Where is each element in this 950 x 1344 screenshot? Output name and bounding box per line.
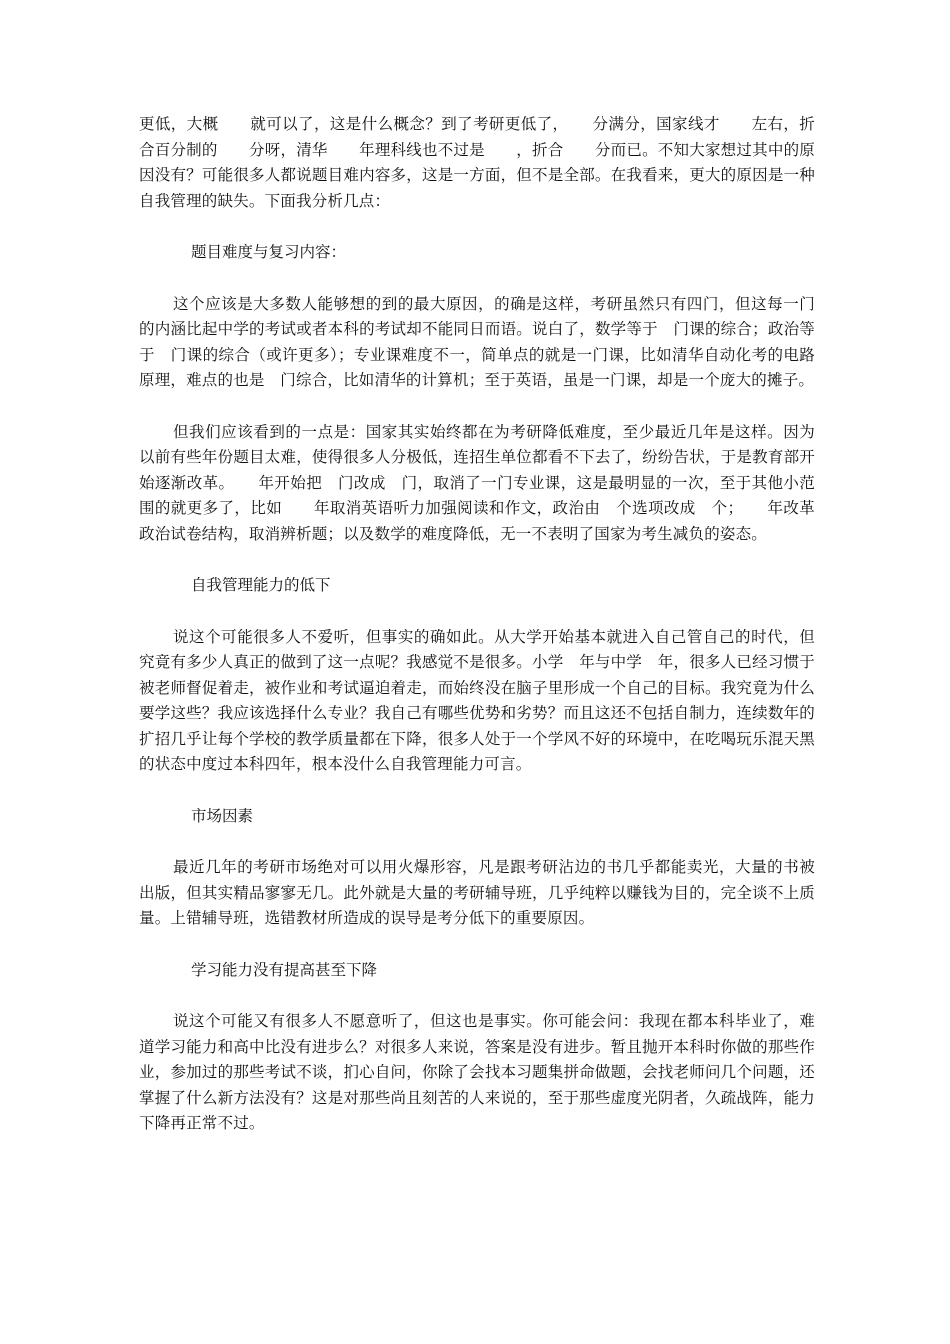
intro-paragraph: 更低，大概 就可以了，这是什么概念？到了考研更低了， 分满分，国家线才 左右，折合百分制的 分呀，清华 年理科线也不过是 ，折合 分而已。不知大家想过其中的原因没有？可能很多人都说题目难内容多，这是一方面，但不是全部。在我看来，更大的原因是一种自我管理的缺失。下面我分析几点： bbox=[139, 115, 815, 210]
section-heading-difficulty: 题目难度与复习内容： bbox=[191, 243, 347, 261]
paragraph-market: 最近几年的考研市场绝对可以用火爆形容，凡是跟考研沾边的书几乎都能卖光，大量的书被出版，但其实精品寥寥无几。此外就是大量的考研辅导班，几乎纯粹以赚钱为目的，完全谈不上质量。上错辅导班，选错教材所造成的误导是考分低下的重要原因。 bbox=[139, 858, 815, 927]
paragraph-difficulty-1: 这个应该是大多数人能够想的到的最大原因，的确是这样，考研虽然只有四门，但这每一门的内涵比起中学的考试或者本科的考试却不能同日而语。说白了，数学等于 门课的综合；政治等于 门课的综合（或许更多）；专业课难度不一，简单点的就是一门课，比如清华自动化考的电路原理，难点的也是 门综合，比如清华的计算机；至于英语，虽是一门课，却是一个庞大的摊子。 bbox=[139, 294, 815, 389]
paragraph-learning-ability: 说这个可能又有很多人不愿意听了，但这也是事实。你可能会问：我现在都本科毕业了，难道学习能力和高中比没有进步么？对很多人来说，答案是没有进步。暂且抛开本科时你做的那些作业，参加过的那些考试不谈，扪心自问，你除了会找本习题集拼命做题，会找老师问几个问题，还掌握了什么新方法没有？这是对那些尚且刻苦的人来说的，至于那些虚度光阴者，久疏战阵，能力下降再正常不过。 bbox=[139, 1012, 815, 1132]
paragraph-difficulty-2: 但我们应该看到的一点是：国家其实始终都在为考研降低难度，至少最近几年是这样。因为以前有些年份题目太难，使得很多人分极低，连招生单位都看不下去了，纷纷告状，于是教育部开始逐渐改革。 年开始把 门改成 门，取消了一门专业课，这是最明显的一次，至于其他小范围的就更多了，比如 年取消英语听力加强阅读和作文，政治由 个选项改成 个； 年改革政治试卷结构，取消辨析题；以及数学的难度降低，无一不表明了国家为考生减负的姿态。 bbox=[139, 422, 815, 543]
document-page bbox=[139, 112, 815, 1137]
section-heading-market: 市场因素 bbox=[191, 806, 254, 825]
section-heading-self-management: 自我管理能力的低下 bbox=[191, 576, 331, 594]
paragraph-self-management: 说这个可能很多人不爱听，但事实的确如此。从大学开始基本就进入自己管自己的时代，但究竟有多少人真正的做到了这一点呢？我感觉不是很多。小学 年与中学 年，很多人已经习惯于被老师督促着走，被作业和考试逼迫着走，而始终没在脑子里形成一个自己的目标。我究竟为什么要学这些？我应该选择什么专业？我自己有哪些优势和劣势？而且这还不包括自制力，连续数年的扩招几乎让每个学校的教学质量都在下降，很多人处于一个学风不好的环境中，在吃喝玩乐混天黑的状态中度过本科四年，根本没什么自我管理能力可言。 bbox=[139, 627, 815, 773]
section-heading-learning-ability: 学习能力没有提高甚至下降 bbox=[191, 960, 378, 979]
